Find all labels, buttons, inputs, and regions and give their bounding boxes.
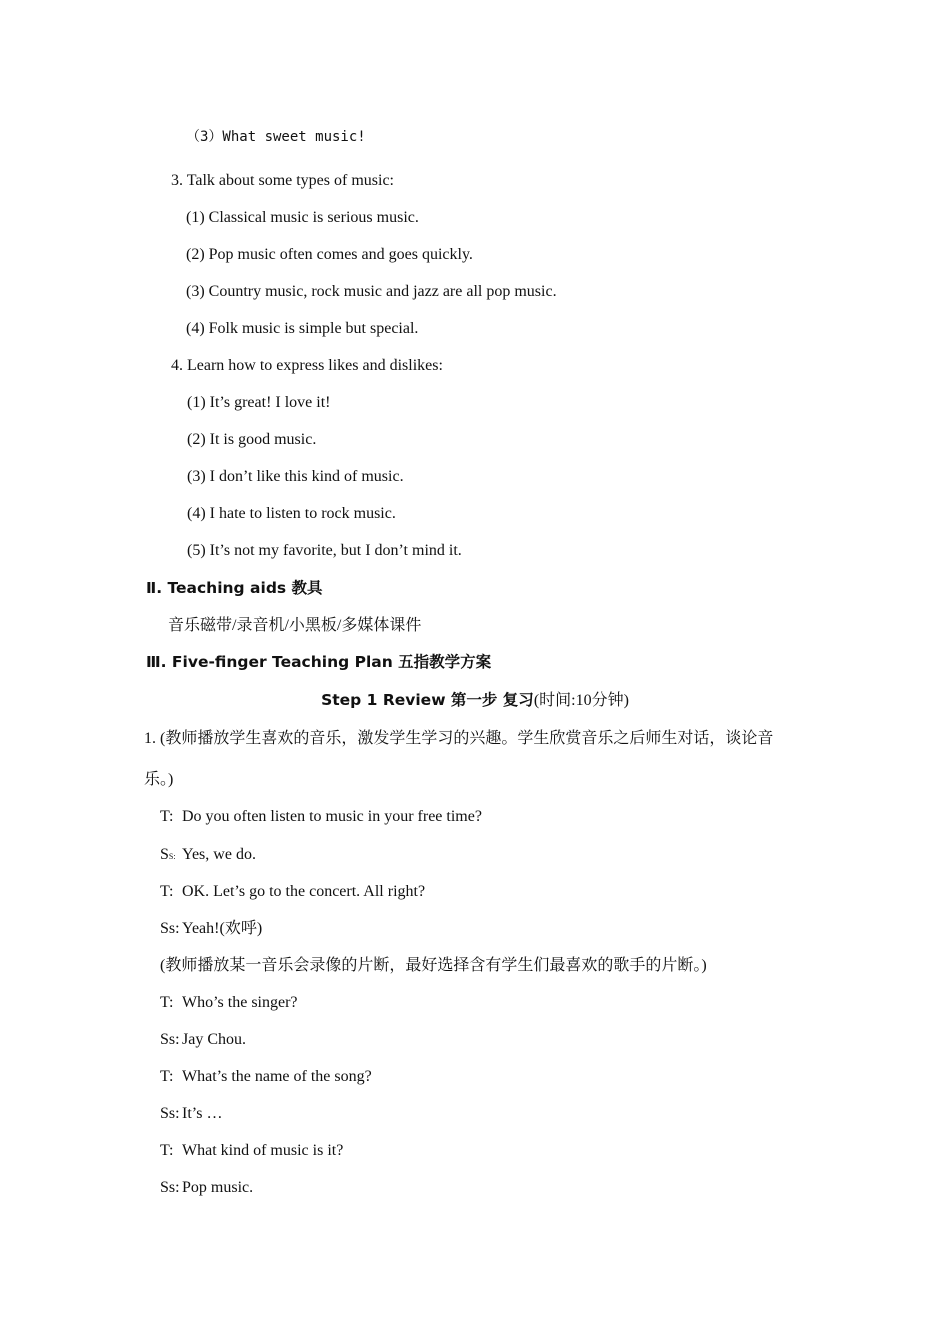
utterance: What kind of music is it?	[182, 1142, 344, 1159]
type-item-4: (4) Folk music is simple but special.	[186, 320, 419, 337]
dialogue-line	[160, 882, 425, 902]
dialogue-line	[160, 993, 298, 1013]
speaker: Ss:	[160, 1179, 180, 1196]
utterance: Do you often listen to music in your free time?	[182, 808, 482, 825]
speaker: T:	[160, 808, 174, 825]
dialogue-line	[160, 1067, 372, 1087]
like-item-4: (4) I hate to listen to rock music.	[187, 505, 396, 522]
teaching-aids-text: 音乐磁带/录音机/小黑板/多媒体课件	[168, 617, 422, 634]
speaker-subscript: S:	[168, 852, 176, 861]
speaker: Ss:	[160, 1105, 180, 1122]
utterance: Yes, we do.	[182, 846, 256, 863]
dialogue-line	[160, 1178, 253, 1198]
teaching-plan-heading: Ⅲ. Five-finger Teaching Plan 五指教学方案	[146, 653, 492, 671]
speaker: T:	[160, 1142, 174, 1159]
speaker: SS:	[160, 846, 176, 863]
like-item-2: (2) It is good music.	[187, 431, 317, 448]
dialogue-line	[160, 919, 262, 939]
speaker: T:	[160, 1068, 174, 1085]
speaker: T:	[160, 994, 174, 1011]
speaker: T:	[160, 883, 174, 900]
step-title-bold: Step 1 Review 第一步 复习	[321, 691, 534, 709]
express-heading: 4. Learn how to express likes and dislikes:	[171, 357, 443, 374]
type-item-2: (2) Pop music often comes and goes quickly.	[186, 246, 473, 263]
types-heading: 3. Talk about some types of music:	[171, 172, 394, 189]
dialogue-line	[160, 1141, 343, 1161]
utterance: Jay Chou.	[182, 1031, 246, 1048]
dialogue-line	[160, 807, 482, 827]
utterance: It’s …	[182, 1105, 223, 1122]
dialogue-line	[160, 845, 256, 867]
step-title	[0, 690, 950, 711]
dialogue-note: (教师播放某一音乐会录像的片断，最好选择含有学生们最喜欢的歌手的片断。)	[160, 957, 707, 974]
dialogue-line	[160, 1030, 246, 1050]
utterance: What’s the name of the song?	[182, 1068, 372, 1085]
step-time: (时间:10分钟)	[533, 692, 629, 709]
like-item-3: (3) I don’t like this kind of music.	[187, 468, 404, 485]
like-item-1: (1) It’s great! I love it!	[187, 394, 331, 411]
utterance: Yeah!(欢呼)	[182, 920, 263, 937]
speaker: Ss:	[160, 920, 180, 937]
instruction-line-2: 乐。)	[144, 771, 174, 788]
dialogue-line	[160, 1104, 222, 1124]
utterance: Pop music.	[182, 1179, 254, 1196]
speaker: Ss:	[160, 1031, 180, 1048]
type-item-1: (1) Classical music is serious music.	[186, 209, 419, 226]
like-item-5: (5) It’s not my favorite, but I don’t mind it.	[187, 542, 462, 559]
teaching-aids-heading: Ⅱ. Teaching aids 教具	[146, 579, 323, 597]
utterance: Who’s the singer?	[182, 994, 298, 1011]
type-item-3: (3) Country music, rock music and jazz are all pop music.	[186, 283, 557, 300]
instruction-line-1: 1. (教师播放学生喜欢的音乐，激发学生学习的兴趣。学生欣赏音乐之后师生对话，谈论音	[144, 730, 774, 747]
sweet-music-line: （3）What sweet music!	[186, 129, 366, 145]
utterance: OK. Let’s go to the concert. All right?	[182, 883, 426, 900]
